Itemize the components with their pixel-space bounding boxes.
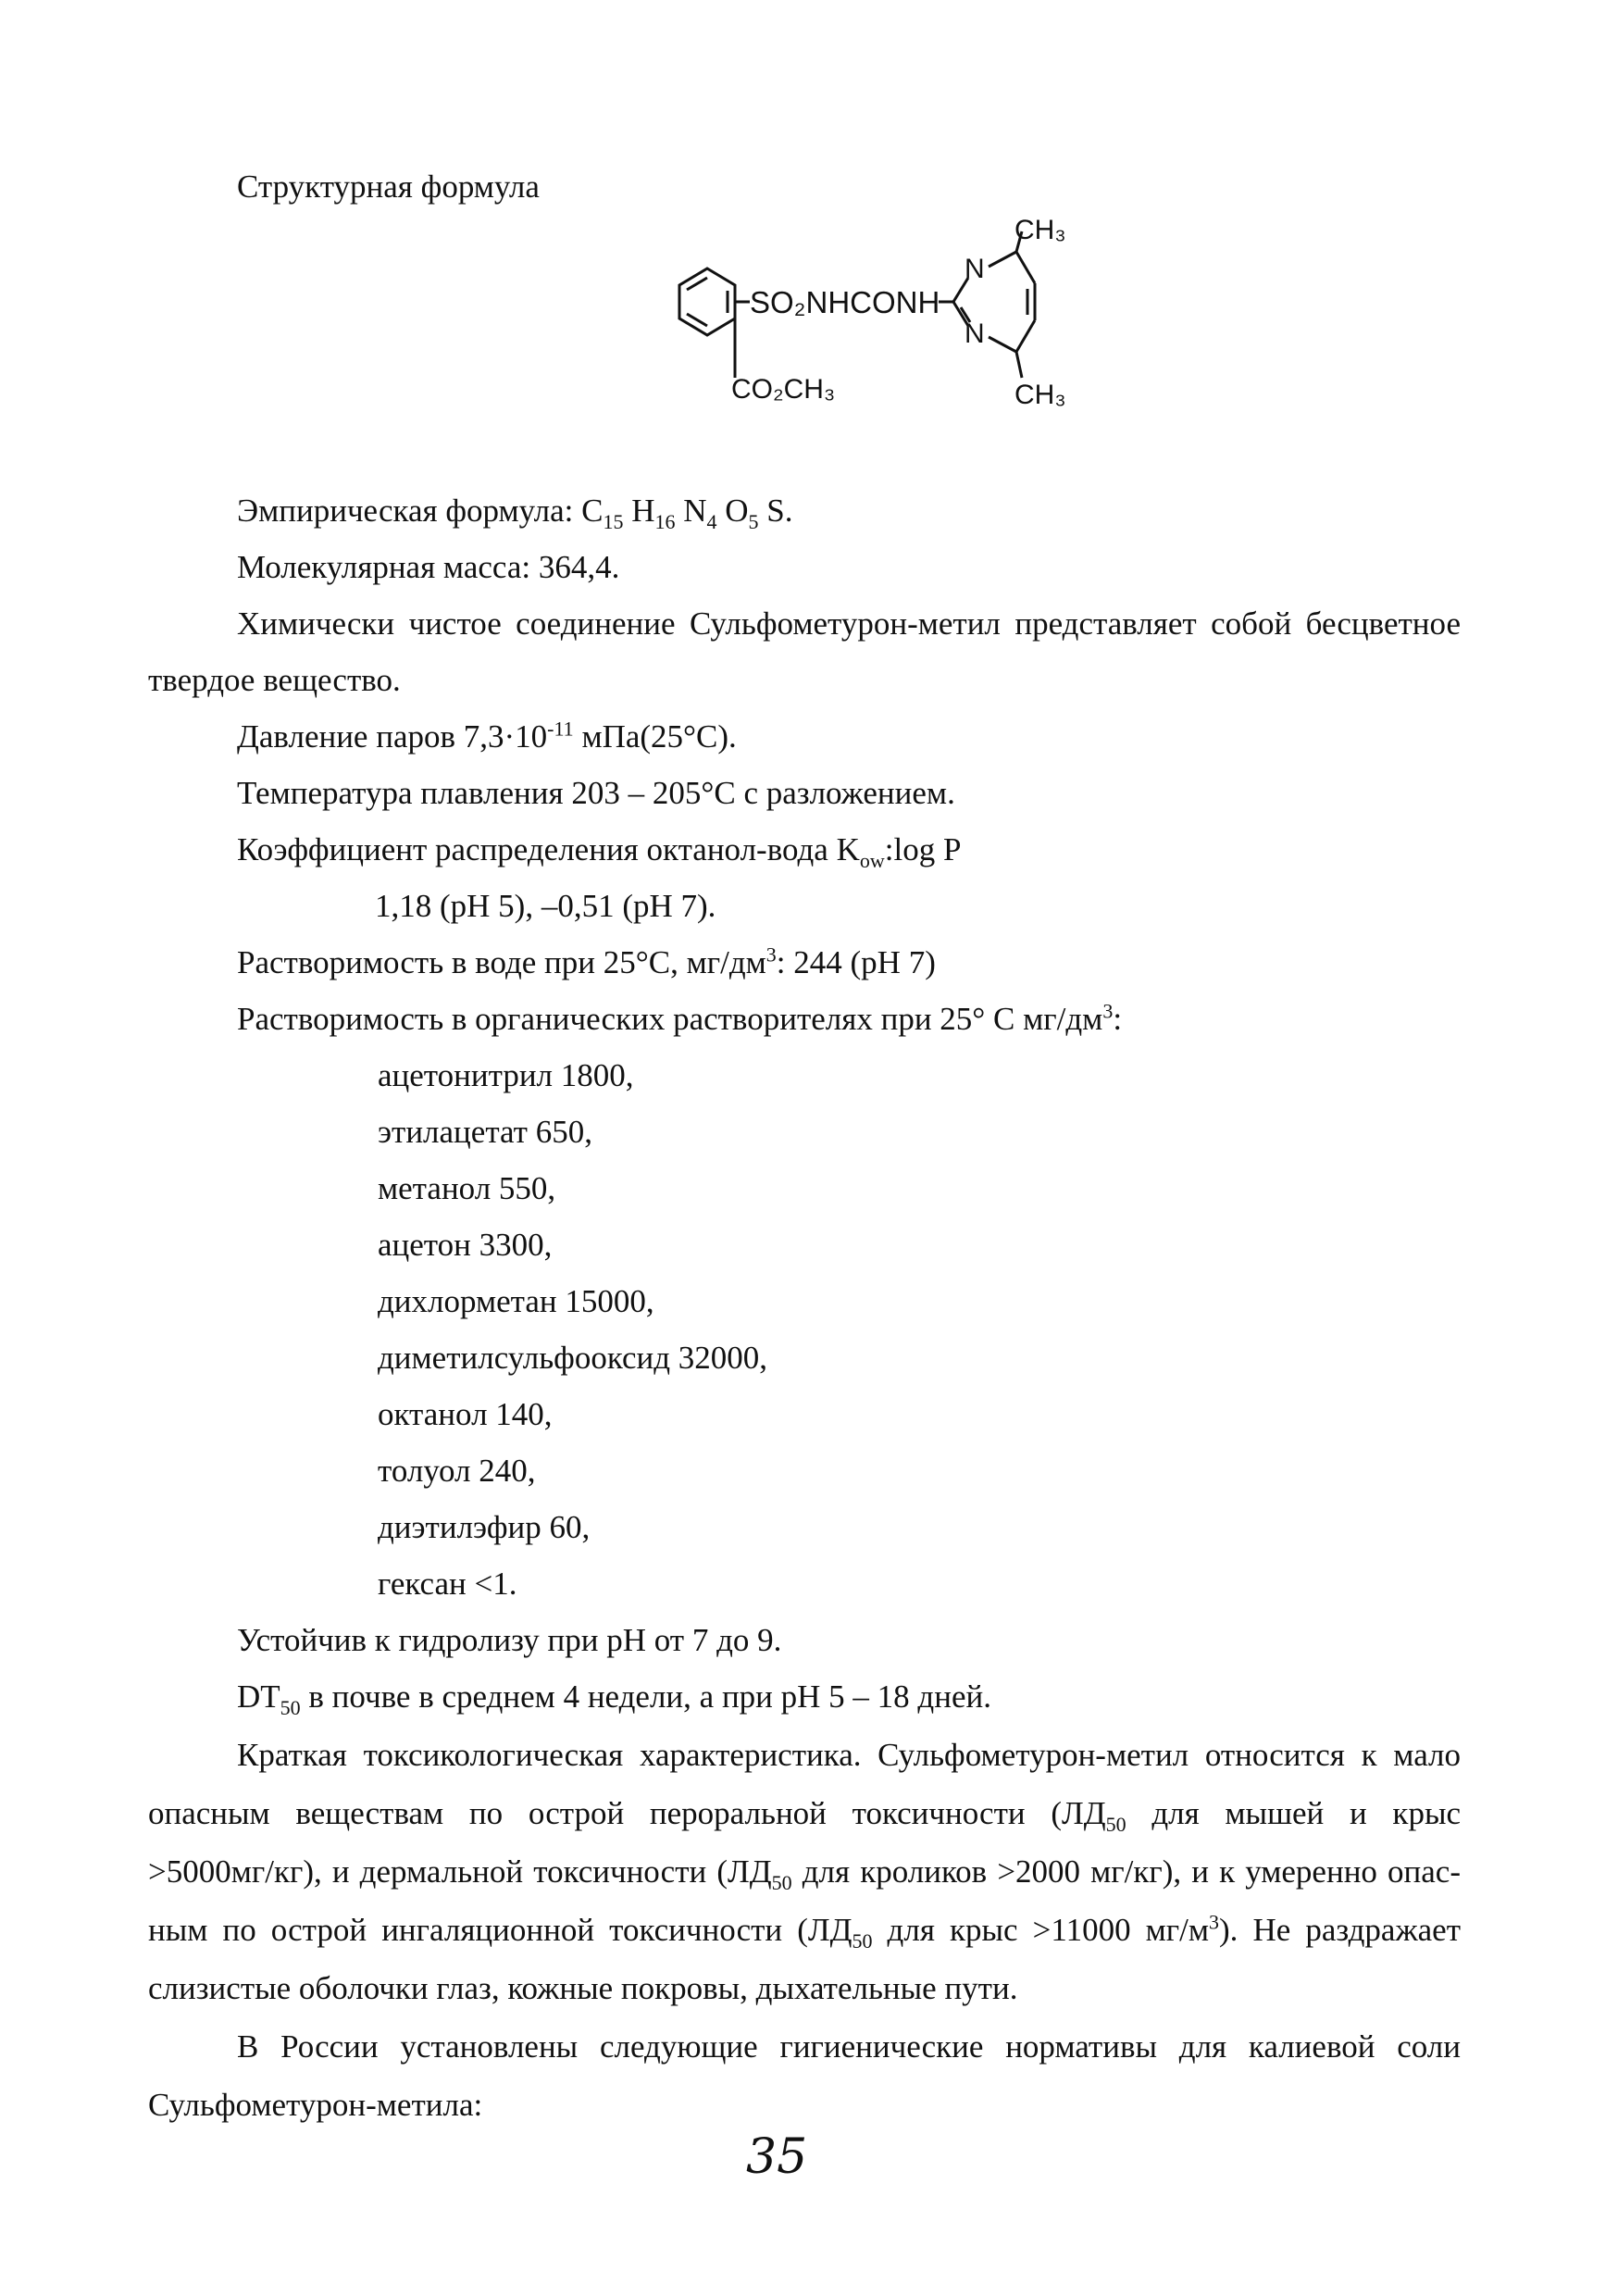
water-solubility: Растворимость в воде при 25°С, $мг/дм^3$: 244 (pH 7) [237,942,936,980]
toxicology-line-5: слизистые оболочки глаз, кожные покровы, дыхательные пути. [148,1970,1018,2006]
toxicology-line-2: опасным веществам по острой пероральной токсичности ($ЛД_{50}$ для мышей и крыс [148,1795,1461,1836]
description-line-2: твердое вещество. [148,662,401,698]
partition-coefficient: Коэффициент распределения октанол-вода $K_{ow}:\log$ P [237,831,962,872]
ester-group: CO₂CH₃ [731,374,836,405]
vapor-pressure: Давление паров $7,3\cdot 10^{-11}$ мПа(25°С). [237,717,737,755]
toxicology-line-3: >5000мг/кг), и дермальной токсичности ($ЛД_{50}$ для кроликов >2000 мг/кг), и к умеренно опас- [148,1853,1461,1894]
solvent-item: толуол 240, [378,1453,536,1489]
structural-formula-heading: Структурная формула [237,168,540,205]
structural-formula-diagram [629,211,1074,424]
bond-methyl-bottom [1016,352,1022,378]
hydrolysis-stability: Устойчив к гидролизу при pH от 7 до 9. [237,1622,782,1658]
bridge-group: SO₂NHCONH [750,285,940,319]
dt50-in-soil: $DT_{50}$ в почве в среднем 4 недели, а при pH 5 – 18 дней. [237,1678,991,1719]
solvent-item: ацетон 3300, [378,1227,553,1263]
partition-values: 1,18 (pH 5), –0,51 (pH 7). [375,888,716,924]
melting-point: Температура плавления 203 – 205°С с разложением. [237,775,955,811]
molar-mass: Молекулярная масса: 364,4. [237,549,620,585]
solvent-item: ацетонитрил 1800, [378,1057,634,1093]
solvent-item: дихлорметан 15000, [378,1283,654,1319]
solvent-item: гексан <1. [378,1566,517,1602]
n-bottom-label: N [965,318,985,349]
solvent-item: диметилсульфооксид 32000, [378,1340,768,1376]
organic-solubility-heading: Растворимость в органических растворителях при 25° С $мг/дм^3$: [237,999,1123,1037]
toxicology-line-1: Краткая токсикологическая характеристика. Сульфометурон-метил относится к мало [237,1737,1461,1773]
solvent-item: этилацетат 650, [378,1114,592,1150]
methyl-bottom-label: CH₃ [1014,380,1066,410]
russia-norms-line-1: В России установлены следующие гигиенические нормативы для калиевой соли [237,2028,1461,2065]
description-line-1: Химически чистое соединение Сульфометурон-метил представляет собой бесцветное [237,605,1461,642]
methyl-top-label: CH₃ [1014,215,1066,245]
n-top-label: N [965,254,985,284]
page-number: 35 [746,2129,808,2185]
solvent-item: диэтилэфир 60, [378,1509,591,1545]
russia-norms-line-2: Сульфометурон-метила: [148,2087,483,2123]
toxicology-line-4: ным по острой ингаляционной токсичности ($ЛД_{50}$ для крыс >11000 $мг/м^3$). Не раздражает [148,1910,1461,1953]
solvent-item: октанол 140, [378,1396,553,1432]
empirical-formula: Эмпирическая формула: $C_{15}$ $H_{16}$ $N_4$ $O_5$ S. [237,493,793,533]
benzene-ring [679,268,735,335]
solvent-item: метанол 550, [378,1170,556,1206]
